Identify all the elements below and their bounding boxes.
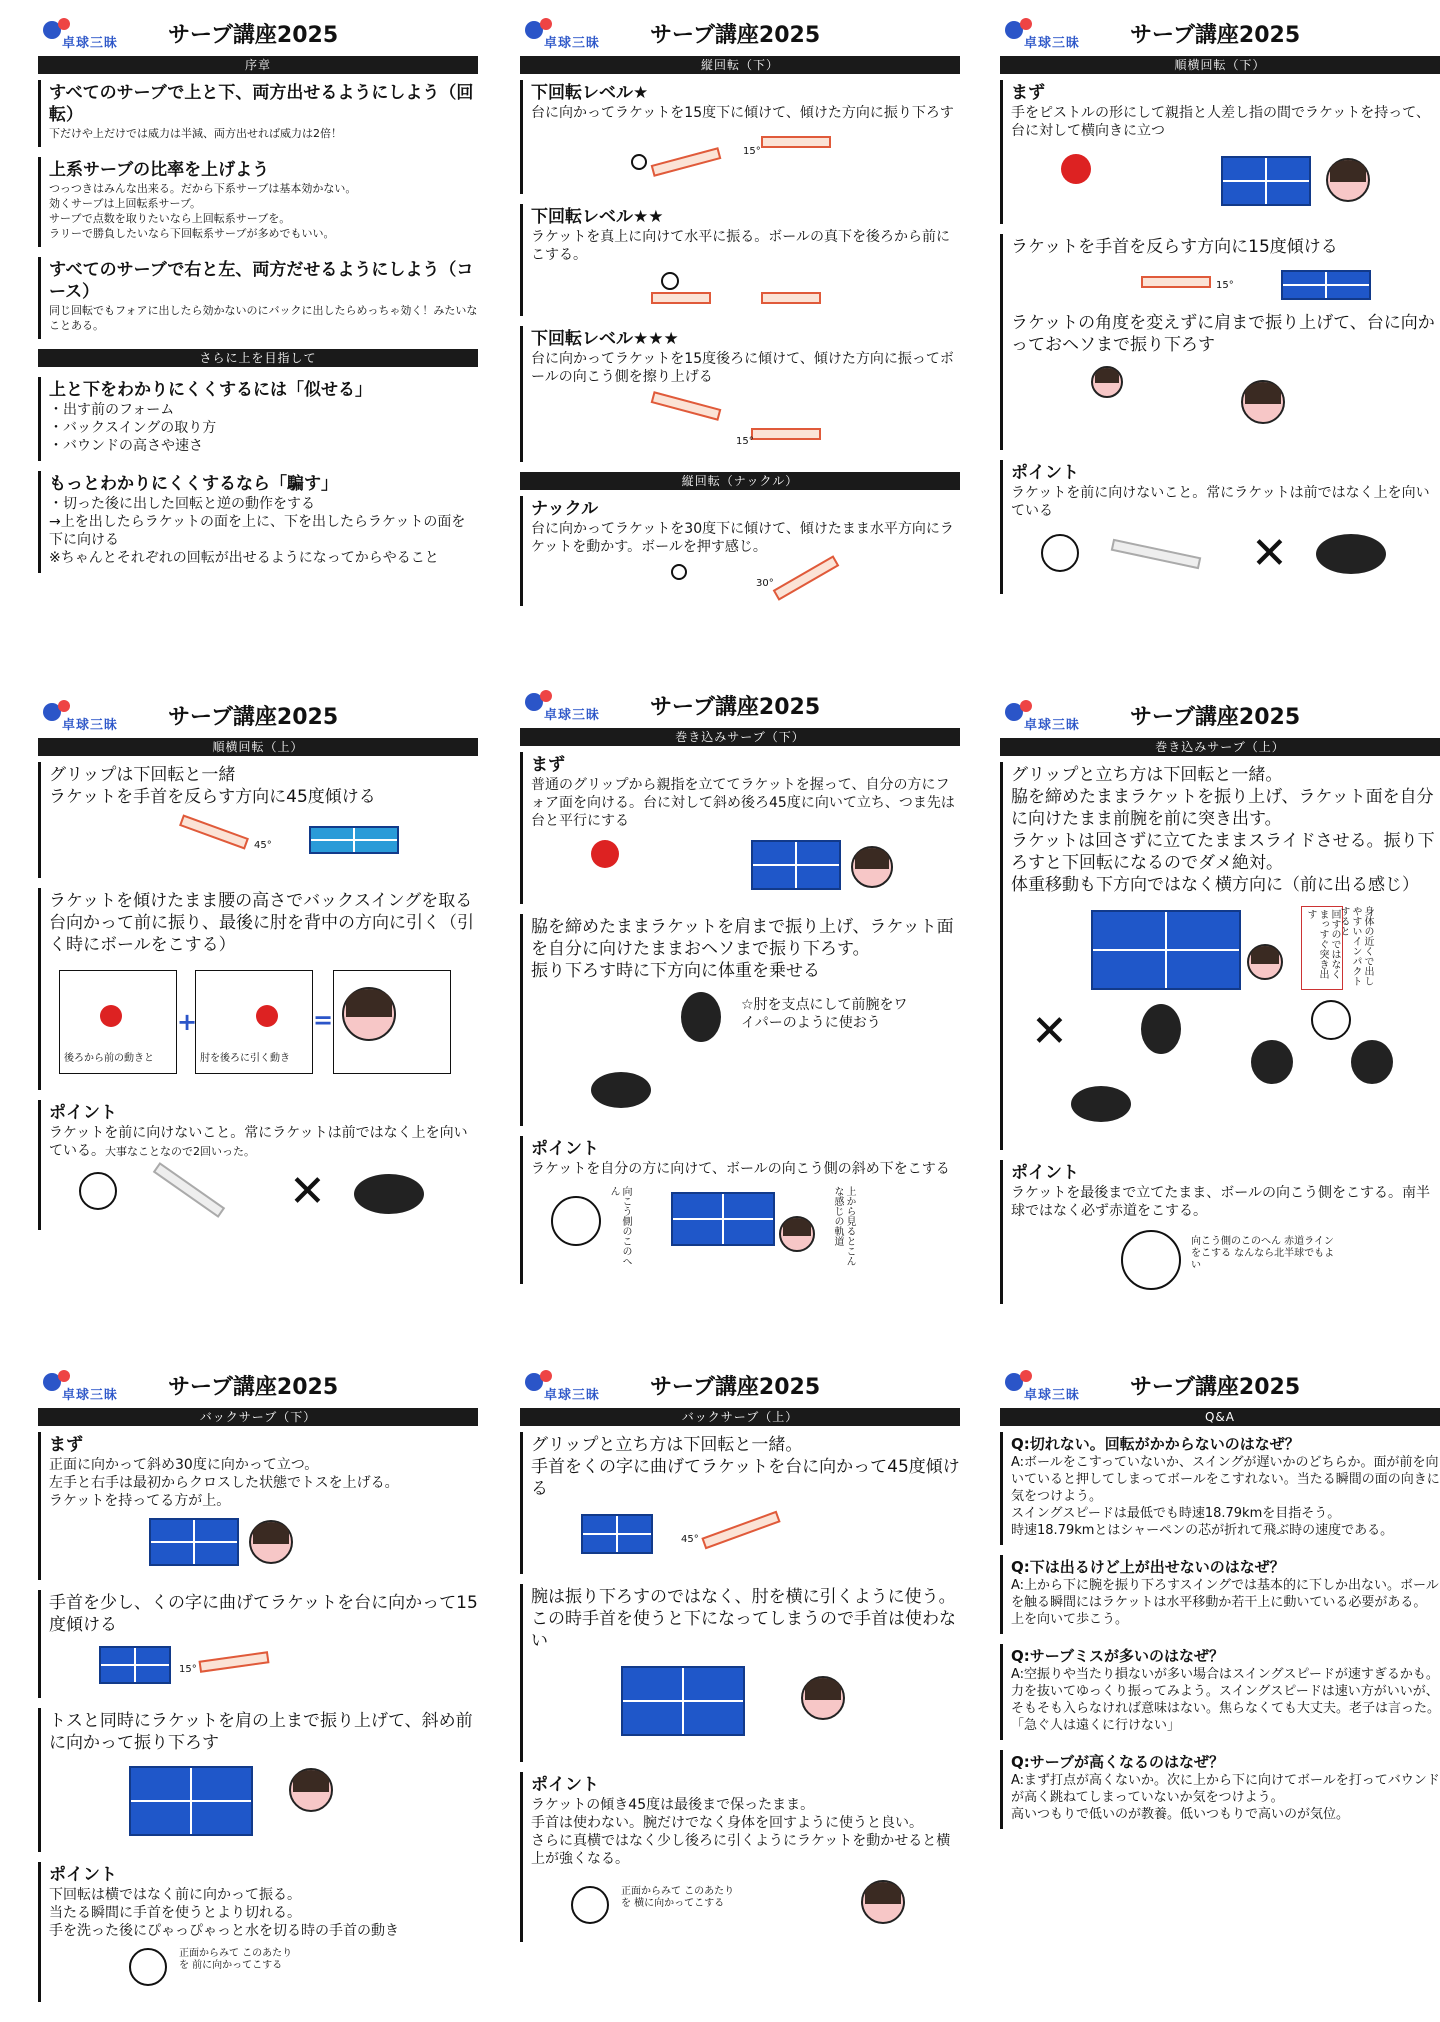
text: 腕は振り下ろすのではなく、肘を横に引くように使う。この時手首を使うと下になってしまうので手首は使わない: [531, 1587, 956, 1651]
page-title: サーブ講座2025: [1130, 23, 1301, 48]
section-bar: 縦回転（下）: [520, 56, 960, 74]
text: ラケットを手首を反らす方向に45度傾ける: [49, 787, 376, 807]
card-qa: [1000, 1360, 1440, 2020]
racket-icon: [591, 840, 619, 868]
figure: [1011, 900, 1440, 1140]
section: [520, 1584, 960, 1762]
card-header: [1000, 8, 1440, 52]
player-icon: [1241, 380, 1285, 424]
text: グリップと立ち方は下回転と一緒。: [531, 1435, 803, 1455]
page-title: サーブ講座2025: [168, 23, 339, 48]
section: [38, 377, 478, 461]
text: 台に向かってラケットを15度下に傾けて、傾けた方向に振り下ろす: [531, 105, 954, 121]
list-item: ・切った後に出した回転と逆の動作をする: [49, 496, 315, 512]
section: [520, 80, 960, 194]
section: [520, 496, 960, 606]
vertical-label: 向こう側のこのへん: [608, 1186, 631, 1266]
text: 同じ回転でもフォアに出したら効かないのにバックに出したらめっちゃ効く！みたいなことある。: [49, 304, 478, 332]
logo-icon: [38, 14, 148, 51]
angle-label: 45°: [254, 840, 272, 851]
ball-icon: [661, 272, 679, 290]
heading: ポイント: [531, 1775, 599, 1795]
section: [520, 204, 960, 316]
heading: ナックル: [531, 499, 599, 519]
section: [38, 1708, 478, 1852]
brand-name: 卓球三昧: [544, 708, 601, 723]
table-icon: [1281, 270, 1371, 300]
answer: 上を向いて歩こう。: [1011, 1612, 1129, 1627]
heading: まず: [49, 1435, 83, 1455]
section: [1000, 1160, 1440, 1304]
player-icon: [342, 987, 396, 1041]
racket-icon: [1071, 1086, 1131, 1122]
player-icon: [249, 1520, 293, 1564]
logo-icon: [38, 1366, 148, 1403]
text: 手首をくの字に曲げてラケットを台に向かって45度傾ける: [531, 1457, 960, 1499]
figure: [1011, 262, 1440, 308]
racket-icon: [1316, 534, 1386, 574]
table-icon: [751, 840, 841, 890]
correct-icon: [79, 1172, 117, 1210]
vertical-label: 回すのではなくまっすぐ突き出す: [1301, 906, 1343, 990]
section: [38, 80, 478, 147]
text: ラケットを持ってる方が上。: [49, 1493, 231, 1509]
diagram-label: 正面からみて このあたりを 前に向かってこする: [179, 1948, 293, 1971]
text: 体重移動も下方向ではなく横方向に（前に出る感じ）: [1011, 875, 1419, 895]
ball-diagram-icon: [129, 1948, 167, 1986]
section-bar: Q&A: [1000, 1408, 1440, 1426]
section: [38, 157, 478, 247]
section: [38, 1100, 478, 1230]
answer: A:まず打点が高くないか。次に上から下に向けてボールを打ってバウンドが高く跳ねてしまっていないか気をつけよう。: [1011, 1773, 1440, 1805]
figure: [531, 834, 960, 894]
answer: A:空振りや当たり損ないが多い場合はスイングスピードが速すぎるかも。力を抜いてゆっくり振ってみよう。スイングスピードは速い方がいいが、そもそも入らなければ意味はない。焦らなくても大丈夫。老子は言った。: [1011, 1667, 1440, 1716]
text: ラケットの傾き45度は最後まで保ったまま。: [531, 1797, 815, 1813]
section: [1000, 762, 1440, 1150]
answer: 「急ぐ人は遠くに行けない」: [1011, 1718, 1181, 1733]
plus-icon: +: [177, 1008, 198, 1036]
card-header: [1000, 1360, 1440, 1404]
text: 普通のグリップから親指を立ててラケットを握って、自分の方にフォア面を向ける。台に対して斜め後ろ45度に向いて立ち、つま先は台と平行にする: [531, 777, 955, 829]
page-title: サーブ講座2025: [1130, 705, 1301, 730]
qa-item: [1000, 1750, 1440, 1829]
angle-label: 15°: [743, 146, 761, 157]
section: [520, 1772, 960, 1942]
heading: 下回転レベル★★: [531, 207, 664, 227]
table-icon: [309, 826, 399, 854]
table-icon: [581, 1514, 653, 1554]
section-bar: 序章: [38, 56, 478, 74]
box-label: 肘を後ろに引く動き: [200, 1053, 290, 1064]
heading: すべてのサーブで上と下、両方出せるようにしよう（回転）: [49, 83, 474, 125]
racket-icon: [354, 1174, 424, 1214]
text: ラケットを前に向けないこと。常にラケットは前ではなく上を向いている。: [49, 1125, 468, 1159]
text: ラケットを自分の方に向けて、ボールの向こう側の斜め下をこする: [531, 1161, 950, 1177]
logo-icon: [520, 686, 630, 723]
angle-label: 15°: [736, 436, 754, 447]
text: ラケットは回さずに立てたままスライドさせる。振り下ろすと下回転になるのでダメ絶対。: [1011, 831, 1435, 873]
text: ラケットの角度を変えずに肩まで振り上げて、台に向かっておヘソまで振り下ろす: [1011, 313, 1435, 355]
text: 手をピストルの形にして親指と人差し指の間でラケットを持って、台に対して横向きに立つ: [1011, 105, 1431, 139]
wrong-icon: ✕: [289, 1166, 326, 1217]
card-side-topspin: [38, 690, 478, 1350]
player-icon: [851, 846, 893, 888]
wrong-icon: ✕: [1251, 528, 1288, 579]
figure: [1011, 360, 1440, 440]
table-icon: [1221, 156, 1311, 206]
ball-icon: [1311, 1000, 1351, 1040]
racket-icon: [591, 1072, 651, 1108]
card-header: [520, 8, 960, 52]
text: さらに真横ではなく少し後ろに引くようにラケットを動かせると横上が強くなる。: [531, 1833, 951, 1867]
section-bar: 順横回転（上）: [38, 738, 478, 756]
diagram-label: 向こう側のこのへん 赤道ラインをこする なんなら北半球でもよい: [1191, 1236, 1335, 1271]
figure: [531, 268, 960, 306]
figure: [531, 986, 960, 1116]
text: 脇を締めたままラケットを肩まで振り上げ、ラケット面を自分に向けたままおヘソまで振り下ろす。: [531, 917, 954, 959]
text: [49, 1124, 478, 1160]
text: 手を洗った後にぴゃっぴゃっと水を切る時の手首の動き: [49, 1923, 399, 1939]
text: 左手と右手は最初からクロスした状態でトスを上げる。: [49, 1475, 399, 1491]
section: [520, 914, 960, 1126]
racket-side-icon: [651, 292, 711, 304]
card-intro: [38, 8, 478, 668]
table-icon: [149, 1518, 239, 1566]
question: Q:サーブが高くなるのはなぜ？: [1011, 1753, 1225, 1771]
note: 大事なことなので2回いった。: [105, 1145, 255, 1158]
racket-icon: [1251, 1040, 1293, 1084]
heading: ポイント: [49, 1865, 117, 1885]
logo-icon: [520, 1366, 630, 1403]
box-label: 後ろから前の動きと: [64, 1053, 154, 1064]
text: ラケットを手首を反らす方向に15度傾ける: [1011, 237, 1338, 257]
table-icon: [1091, 910, 1241, 990]
section: [520, 1432, 960, 1574]
text: 下だけや上だけでは威力は半減、両方出せれば威力は2倍！: [49, 127, 342, 140]
section: [38, 762, 478, 878]
ball-diagram-icon: [551, 1196, 601, 1246]
text: 下回転は横ではなく前に向かって振る。: [49, 1887, 301, 1903]
brand-name: 卓球三昧: [1024, 718, 1081, 733]
answer: 時速18.79kmとはシャーペンの芯が折れて飛ぶ時の速度である。: [1011, 1523, 1394, 1538]
card-side-backspin: [1000, 8, 1440, 668]
card-backhand-topspin: [520, 1360, 960, 2020]
text: ラケットを前に向けないこと。常にラケットは前ではなく上を向いている: [1011, 485, 1430, 519]
qa-item: [1000, 1432, 1440, 1545]
text: ラケットを傾けたまま腰の高さでバックスイングを取る: [49, 891, 473, 911]
ball-diagram-icon: [1121, 1230, 1181, 1290]
ball-diagram-icon: [571, 1886, 609, 1924]
text: 脇を締めたままラケットを振り上げ、ラケット面を自分に向けたまま前腕を前に突き出す。: [1011, 787, 1434, 829]
racket-side-icon: [761, 292, 821, 304]
section: [520, 326, 960, 462]
player-icon: [1326, 158, 1370, 202]
player-icon: [1091, 366, 1123, 398]
diagram-box: [59, 970, 177, 1074]
card-header: [1000, 690, 1440, 734]
angle-label: 30°: [756, 578, 774, 589]
heading: ポイント: [49, 1103, 117, 1123]
racket-icon: [256, 1005, 278, 1027]
brand-name: 卓球三昧: [62, 36, 119, 51]
page-title: サーブ講座2025: [650, 695, 821, 720]
figure: [531, 560, 960, 596]
page-title: サーブ講座2025: [1130, 1375, 1301, 1400]
card-header: [520, 680, 960, 724]
player-icon: [1247, 944, 1283, 980]
card-vertical-backspin: [520, 8, 960, 668]
table-icon: [621, 1666, 745, 1736]
section: [38, 471, 478, 573]
figure: [49, 1758, 478, 1842]
figure: [531, 1182, 960, 1274]
section-bar: 巻き込みサーブ（上）: [1000, 738, 1440, 756]
section: [38, 1590, 478, 1698]
card-hook-topspin: [1000, 690, 1440, 1350]
heading: 下回転レベル★: [531, 83, 649, 103]
diagram-label: 正面からみて このあたりを 横に向かってこする: [621, 1886, 735, 1909]
racket-icon: [1141, 1004, 1181, 1054]
page-title: サーブ講座2025: [168, 1375, 339, 1400]
angle-label: 15°: [1216, 280, 1234, 291]
racket-icon: [681, 992, 721, 1042]
text: グリップと立ち方は下回転と一緒。: [1011, 765, 1283, 785]
card-header: [520, 1360, 960, 1404]
page-title: サーブ講座2025: [168, 705, 339, 730]
card-backhand-backspin: [38, 1360, 478, 2020]
section-bar: 順横回転（下）: [1000, 56, 1440, 74]
figure: [49, 1944, 478, 1992]
racket-side-icon: [153, 1162, 225, 1218]
note: ☆肘を支点にして前腕をワイパーのように使おう: [741, 997, 908, 1031]
figure: [49, 1164, 478, 1220]
section-bar: バックサーブ（下）: [38, 1408, 478, 1426]
question: Q:切れない。回転がかからないのはなぜ？: [1011, 1435, 1300, 1453]
heading: ポイント: [531, 1139, 599, 1159]
logo-icon: [1000, 14, 1110, 51]
table-icon: [99, 1646, 171, 1684]
text: ラケットを真上に向けて水平に振る。ボールの真下を後ろから前にこする。: [531, 229, 951, 263]
brand-name: 卓球三昧: [1024, 36, 1081, 51]
page-title: サーブ講座2025: [650, 23, 821, 48]
correct-icon: [1041, 534, 1079, 572]
answer: A:上から下に腕を振り下ろすスイングでは基本的に下しか出ない。ボールを触る瞬間にはラケットは水平移動か若干上に動いている必要がある。: [1011, 1578, 1439, 1610]
section: [38, 1862, 478, 2002]
logo-icon: [520, 14, 630, 51]
text: 手首を少し、くの字に曲げてラケットを台に向かって15度傾ける: [49, 1593, 478, 1635]
figure: [531, 126, 960, 184]
figure: [49, 1514, 478, 1570]
list-item: →上を出したらラケットの面を上に、下を出したらラケットの面を下に向ける: [49, 514, 466, 548]
brand-name: 卓球三昧: [1024, 1388, 1081, 1403]
list-item: ・バウンドの高さや速さ: [49, 438, 203, 454]
racket-side-icon: [651, 147, 722, 177]
heading: もっとわかりにくくするなら「騙す」: [49, 474, 338, 494]
player-icon: [801, 1676, 845, 1720]
angle-label: 45°: [681, 1534, 699, 1545]
racket-icon: [1061, 154, 1091, 184]
text: 台向かって前に振り、最後に肘を背中の方向に引く（引く時にボールをこする）: [49, 913, 474, 955]
list-item: ※ちゃんとそれぞれの回転が出せるようになってからやること: [49, 550, 439, 566]
section: [1000, 234, 1440, 450]
player-icon: [779, 1216, 815, 1252]
racket-icon: [100, 1005, 122, 1027]
heading: まず: [531, 755, 565, 775]
heading: まず: [1011, 83, 1045, 103]
brand-name: 卓球三昧: [544, 36, 601, 51]
logo-icon: [1000, 1366, 1110, 1403]
logo-icon: [1000, 696, 1110, 733]
figure: [531, 390, 960, 452]
racket-side-icon: [701, 1511, 780, 1550]
section-bar: さらに上を目指して: [38, 349, 478, 367]
figure: [49, 812, 478, 868]
vertical-label: 身体の近くで出しやすいインパクトすると: [1338, 906, 1373, 986]
card-header: [38, 690, 478, 734]
figure: [49, 960, 478, 1080]
racket-side-icon: [773, 555, 840, 600]
list-item: ・バックスイングの取り方: [49, 420, 217, 436]
card-hook-backspin: [520, 680, 960, 1340]
figure: [1011, 144, 1440, 214]
text: 手首は使わない。腕だけでなく身体を回すように使うと良い。: [531, 1815, 923, 1831]
racket-side-icon: [651, 391, 722, 421]
logo-icon: [38, 696, 148, 733]
table-icon: [671, 1192, 775, 1246]
ball-icon: [671, 564, 687, 580]
answer: 高いつもりで低いのが教養。低いつもりで高いのが気位。: [1011, 1807, 1350, 1822]
section-bar: 縦回転（ナックル）: [520, 472, 960, 490]
racket-icon: [1351, 1040, 1393, 1084]
card-header: [38, 8, 478, 52]
wrong-icon: ✕: [1031, 1006, 1068, 1057]
section-bar: 巻き込みサーブ（下）: [520, 728, 960, 746]
section: [520, 752, 960, 904]
section: [38, 888, 478, 1090]
player-icon: [289, 1768, 333, 1812]
section: [38, 257, 478, 339]
figure: [1011, 524, 1440, 584]
racket-side-icon: [1141, 276, 1211, 288]
answer: A:ボールをこすっていないか、スイングが遅いかのどちらか。面が前を向いていると押してしまってボールをこすれない。当たる瞬間の面の向きに気をつけよう。: [1011, 1455, 1440, 1504]
text: トスと同時にラケットを肩の上まで振り上げて、斜め前に向かって振り下ろす: [49, 1711, 473, 1753]
heading: ポイント: [1011, 463, 1079, 483]
text: つっつきはみんな出来る。だから下系サーブは基本効かない。: [49, 182, 357, 195]
figure: [531, 1504, 960, 1564]
brand-name: 卓球三昧: [62, 718, 119, 733]
figure: [531, 1656, 960, 1752]
table-icon: [129, 1766, 253, 1836]
heading: ポイント: [1011, 1163, 1079, 1183]
card-header: [38, 1360, 478, 1404]
text: 効くサーブは上回転系サーブ。: [49, 197, 202, 210]
racket-side-icon: [1111, 539, 1202, 569]
section: [520, 1136, 960, 1284]
racket-side-icon: [179, 814, 249, 849]
heading: 上と下をわかりにくくするには「似せる」: [49, 380, 372, 400]
qa-item: [1000, 1555, 1440, 1634]
qa-item: [1000, 1644, 1440, 1740]
text: 台に向かってラケットを15度後ろに傾けて、傾けた方向に振ってボールの向こう側を擦り上げる: [531, 351, 954, 385]
question: Q:下は出るけど上が出せないのはなぜ？: [1011, 1558, 1285, 1576]
brand-name: 卓球三昧: [62, 1388, 119, 1403]
equals-icon: =: [313, 1006, 334, 1034]
ball-icon: [631, 154, 647, 170]
racket-side-icon: [761, 136, 831, 148]
diagram-box: [333, 970, 451, 1074]
brand-name: 卓球三昧: [544, 1388, 601, 1403]
heading: 上系サーブの比率を上げよう: [49, 160, 270, 180]
text: ラリーで勝負したいなら下回転系サーブが多めでもいい。: [49, 227, 335, 240]
text: 正面に向かって斜め30度に向かって立つ。: [49, 1457, 319, 1473]
answer: スイングスピードは最低でも時速18.79kmを目指そう。: [1011, 1506, 1341, 1521]
text: サーブで点数を取りたいなら上回転系サーブを。: [49, 212, 291, 225]
section: [38, 1432, 478, 1580]
text: 当たる瞬間に手首を使うとより切れる。: [49, 1905, 301, 1921]
heading: すべてのサーブで右と左、両方だせるようにしよう（コース）: [49, 260, 474, 302]
section: [1000, 460, 1440, 594]
angle-label: 15°: [179, 1664, 197, 1675]
page-title: サーブ講座2025: [650, 1375, 821, 1400]
text: 台に向かってラケットを30度下に傾けて、傾けたまま水平方向にラケットを動かす。ボールを押す感じ。: [531, 521, 954, 555]
text: グリップは下回転と一緒: [49, 765, 236, 785]
section-bar: バックサーブ（上）: [520, 1408, 960, 1426]
figure: [49, 1640, 478, 1688]
list-item: ・出す前のフォーム: [49, 402, 175, 418]
vertical-label: 上から見るとこんな感じの軌道: [832, 1186, 855, 1266]
diagram-box: [195, 970, 313, 1074]
racket-side-icon: [199, 1651, 270, 1673]
text: ラケットを最後まで立てたまま、ボールの向こう側をこする。南半球ではなく必ず赤道をこする。: [1011, 1185, 1431, 1219]
heading: 下回転レベル★★★: [531, 329, 679, 349]
character-icon: [861, 1880, 905, 1924]
figure: [531, 1872, 960, 1932]
racket-side-icon: [751, 428, 821, 440]
text: 振り下ろす時に下方向に体重を乗せる: [531, 961, 820, 981]
section: [1000, 80, 1440, 224]
question: Q:サーブミスが多いのはなぜ？: [1011, 1647, 1225, 1665]
figure: [1011, 1224, 1440, 1294]
